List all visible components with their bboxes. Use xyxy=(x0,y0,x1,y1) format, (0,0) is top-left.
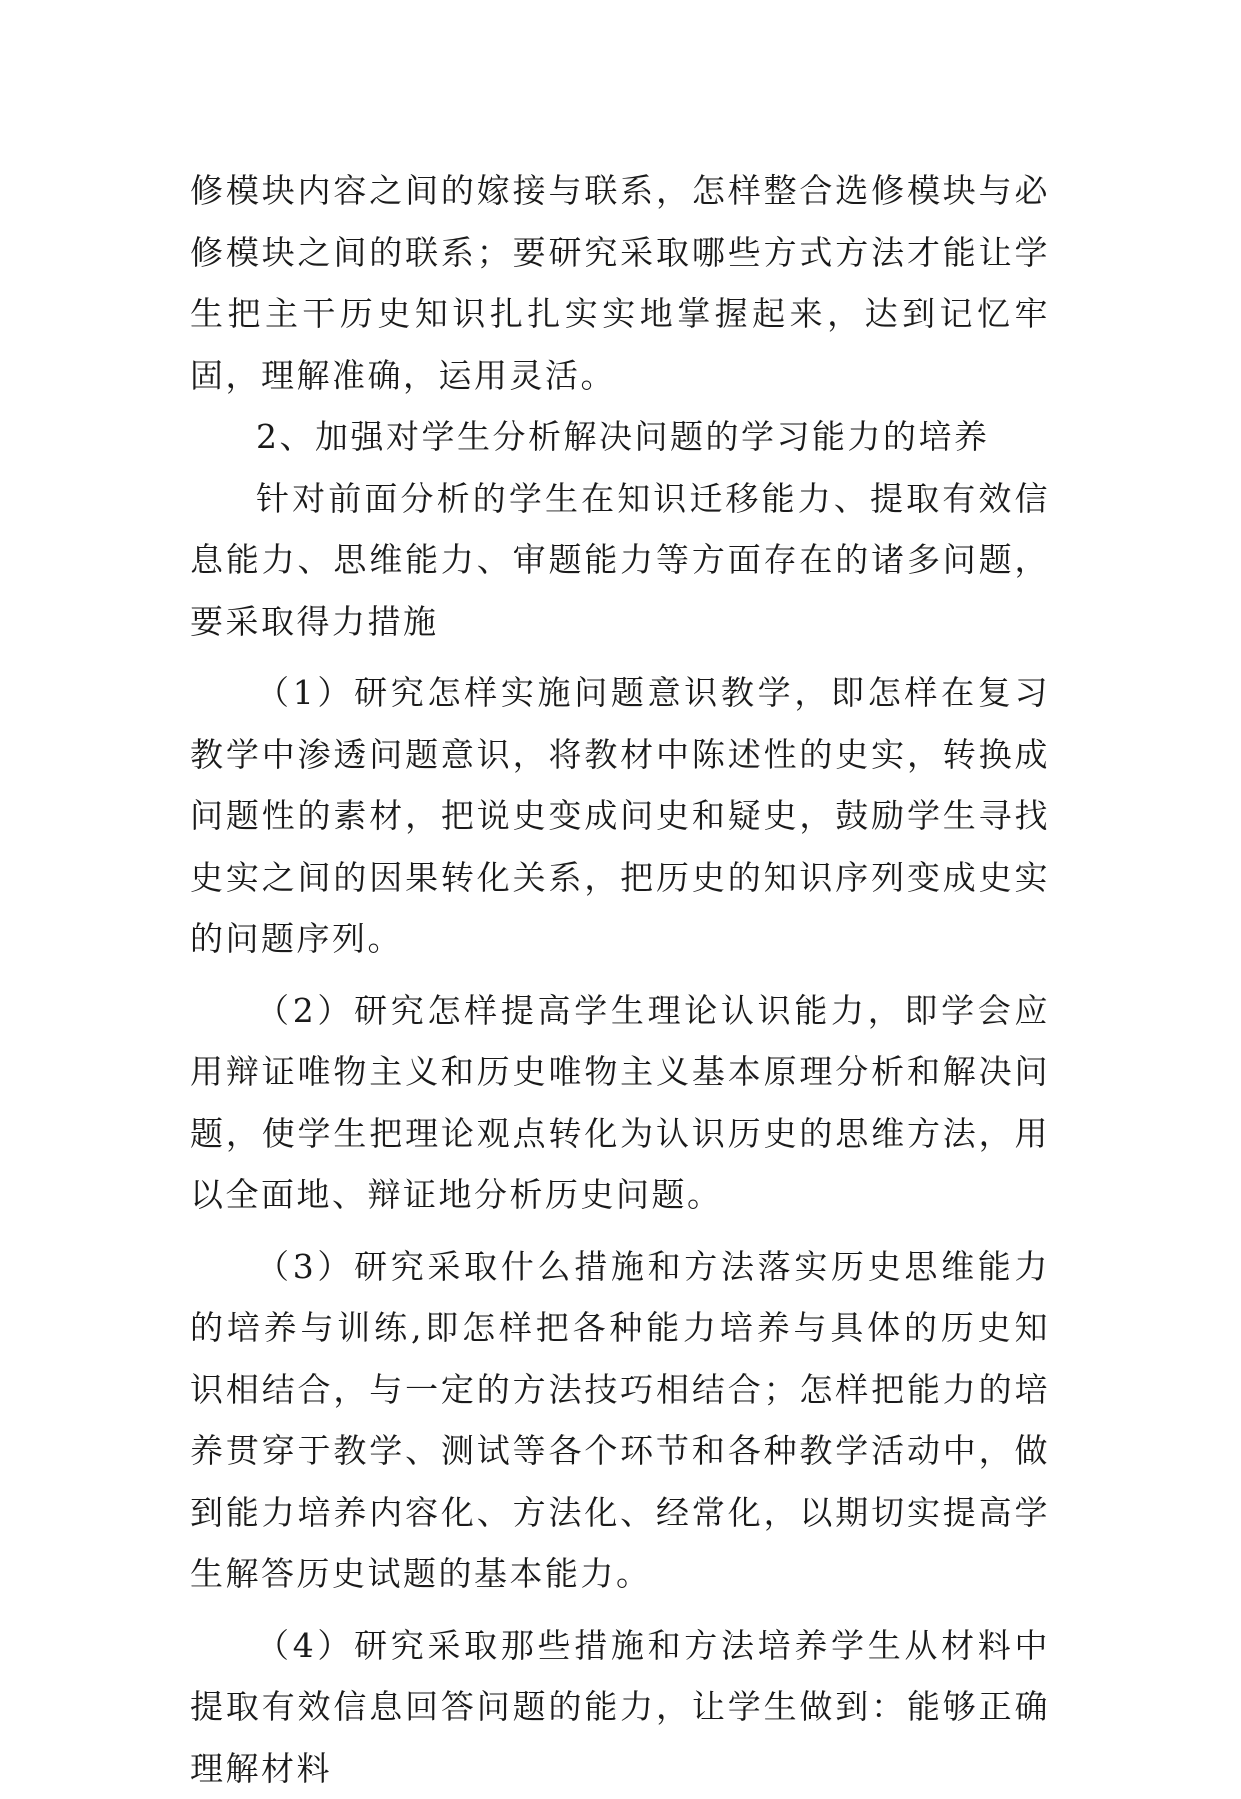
paragraph-intro: 针对前面分析的学生在知识迁移能力、提取有效信息能力、思维能力、审题能力等方面存在的诸多问题，要采取得力措施 xyxy=(190,468,1050,653)
paragraph-item-4: （4）研究采取那些措施和方法培养学生从材料中提取有效信息回答问题的能力，让学生做到：能够正确理解材料 xyxy=(190,1615,1050,1799)
paragraph-item-3: （3）研究采取什么措施和方法落实历史思维能力的培养与训练,即怎样把各种能力培养与具体的历史知识相结合，与一定的方法技巧相结合；怎样把能力的培养贯穿于教学、测试等各个环节和各种教学活动中，做到能力培养内容化、方法化、经常化，以期切实提高学生解答历史试题的基本能力。 xyxy=(190,1236,1050,1605)
document-body xyxy=(190,160,1050,1799)
paragraph-continuation: 修模块内容之间的嫁接与联系，怎样整合选修模块与必修模块之间的联系；要研究采取哪些方式方法才能让学生把主干历史知识扎扎实实地掌握起来，达到记忆牢固，理解准确，运用灵活。 xyxy=(190,160,1050,406)
section-heading: 2、加强对学生分析解决问题的学习能力的培养 xyxy=(190,406,1050,468)
paragraph-item-1: （1）研究怎样实施问题意识教学，即怎样在复习教学中渗透问题意识，将教材中陈述性的史实，转换成问题性的素材，把说史变成问史和疑史，鼓励学生寻找史实之间的因果转化关系，把历史的知识序列变成史实的问题序列。 xyxy=(190,662,1050,970)
paragraph-item-2: （2）研究怎样提高学生理论认识能力，即学会应用辩证唯物主义和历史唯物主义基本原理分析和解决问题，使学生把理论观点转化为认识历史的思维方法，用以全面地、辩证地分析历史问题。 xyxy=(190,980,1050,1226)
